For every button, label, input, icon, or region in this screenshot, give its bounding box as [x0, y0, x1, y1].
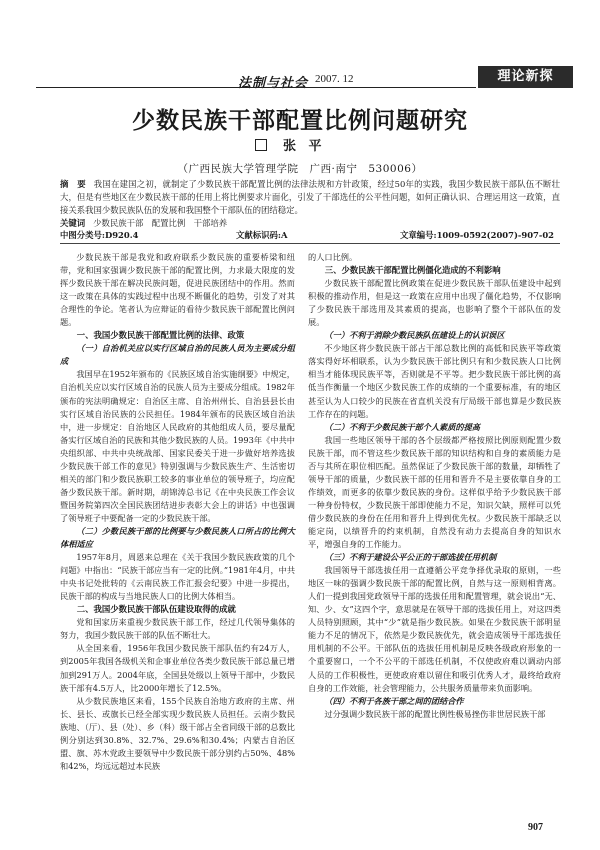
section-heading: 一、我国少数民族干部配置比例的法律、政策 [76, 330, 245, 341]
article-id: 文章编号:1009-0592(2007)-907-02 [400, 230, 555, 240]
subsection-heading: （四）不利于各族干部之间的团结合作 [324, 695, 464, 706]
subsection-heading: （二）少数民族干部的比例要与少数民族人口所占的比例大体相适应 [60, 525, 295, 550]
subsection-heading: （二）不利于少数民族干部个人素质的提高 [324, 421, 480, 432]
body-paragraph: 不少地区将少数民族干部占干部总数比例的高低和民族平等政策落实得好坏相联系，认为少数民族干部比例只有和少数民族人口比例相当才能体现民族平等，否则就是不平等。把少数民族干部比例的高低当作衡量一个地区少数民族工作的成绩的一个重要标准，有的地区甚至认为人口较少的民族在省直机关没有厅局级干部也算是少数民族工作存在的问题。 [308, 343, 561, 419]
author-name: 张 平 [283, 139, 326, 154]
page-number: 907 [528, 822, 543, 833]
body-paragraph: 党和国家历来重视少数民族干部工作，经过几代领导集体的努力，我国少数民族干部的队伍不断壮大。 [60, 617, 295, 641]
left-column [60, 251, 295, 773]
author-affiliation: （广西民族大学管理学院 广西·南宁 530006） [177, 163, 423, 175]
subsection-heading: （一）不利于消除少数民族队伍建设上的认识误区 [324, 330, 505, 341]
issue-date: 2007. 12 [315, 73, 354, 85]
section-heading: 二、我国少数民族干部队伍建设取得的成就 [76, 604, 236, 615]
abstract-rule [60, 243, 560, 244]
body-paragraph: 我国早在1952年颁布的《民族区域自治实施纲要》中规定，自治机关应以实行区域自治的民族人员为主要成分组成。1982年颁布的宪法明确规定：自治区主席、自治州州长、自治县县长由实行区域自治民族的公民担任。1984年颁布的民族区域自治法中，进一步规定：自治地区人民政府的其他组成人员，要尽量配备实行区域自治的民族和其他少数民族的人员。1993年《中共中央组织部、中共中央统战部、国家民委关于进一步做好培养选拔少数民族干部工作的意见》特别强调与少数民族生产、生活密切相关的部门和少数民族职工较多的事业单位的领导班子，均应配备少数民族干部。新时期，胡锦涛总书记《在中央民族工作会议暨国务院第四次全国民族团结进步表彰大会上的讲话》中也强调了领导班子中要配备一定的少数民族干部。 [60, 369, 295, 523]
subsection-heading: （三）不利于建设公平公正的干部选拔任用机制 [324, 552, 497, 563]
clc-number: 中图分类号:D920.4 [60, 230, 139, 240]
keywords-text: 少数民族干部 配置比例 干部培养 [93, 218, 228, 228]
body-paragraph: 过分强调少数民族干部的配置比例性极易挫伤非世居民族干部 [324, 708, 546, 719]
body-paragraph: 从全国来看，1956年我国少数民族干部队伍约有24万人，到2005年我国各级机关和企事业单位各类少数民族干部总量已增加到291万人。2004年底，全国县处级以上领导干部中，少数民族干部有4.5万人，比2000年增长了12.5%。 [60, 643, 295, 693]
body-paragraph: 从少数民族地区来看，155个民族自治地方政府的主席、州长、县长、或旗长已经全部实现少数民族人员担任。云南少数民族地、（厅）、县（处）、乡（科）级干部占全省同级干部的总数比例分别达到30.8%、32.7%、29.6%和30.4%；内蒙古自治区盟、旗、苏木党政主要领导中少数民族干部分别约占50%、48%和42%，均远远超过本民族 [60, 695, 295, 771]
article-title: 少数民族干部配置比例问题研究 [132, 107, 468, 134]
body-paragraph: 的人口比例。 [308, 252, 358, 262]
abstract-label: 摘 要 [60, 179, 86, 189]
body-paragraph: 我国一些地区领导干部的各个层级都严格按照比例原则配置少数民族干部，而不管这些少数民族干部的知识结构和自身的素质能力是否与其所在职位相匹配。虽然保证了少数民族干部的数量，却牺牲了领导干部的质量，少数民族干部的任用和晋升不是主要依靠自身的工作绩效，而更多的依靠少数民族的身份。这样似乎给予少数民族干部一种身份特权，少数民族干部即使能力不足，知识欠缺，照样可以凭借少数民族的身份在任用和晋升上得到优先权。少数民族干部缺乏以能定岗，以绩晋升的约束机制，自然没有动力去提高自身的知识水平，增强自身的工作能力。 [308, 434, 561, 550]
section-tag: 理论新探 [478, 66, 573, 88]
body-paragraph: 1957年8月，周恩来总理在《关于我国少数民族政策的几个问题》中指出：“民族干部应当有一定的比例。”1981年4月，中共中央书记处批转的《云南民族工作汇报会纪要》中进一步提出，民族干部的构成与当地民族人口的比例大体相当。 [60, 552, 296, 602]
body-paragraph: 我国领导干部选拔任用一直遵循公平竞争择优录取的原则，一些地区一味的强调少数民族干部的配置比例，自然与这一原则相背离。人们一提到我国党政领导干部的选拔任用和配置管理，就会说出“无、知、少、女”这四个字，意思就是在领导干部的选拔任用上，对这四类人员特别照顾，其中“少”就是指少数民族。如果在少数民族干部明显能力不足的情况下，依然是少数民族优先，就会造成领导干部选拔任用机制的不公平。干部队伍的选拔任用机制是反映各级政府形象的一个重要窗口，一个不公平的干部选任机制，不仅使政府难以调动内部人员的工作积极性，更使政府难以留住和吸引优秀人才，最终给政府自身的工作效能，社会管理能力，公共服务质量带来负面影响。 [308, 565, 561, 693]
journal-name: 法制与社会 [238, 76, 309, 91]
abstract-text: 我国在建国之初，就制定了少数民族干部配置比例的法律法规和方针政策，经过50年的实践，我国少数民族干部队伍不断壮大，但是有些地区在少数民族干部的任用上将比例要求片面化，引发了干部选任的公平性问题，如何正确认识、合理运用这一政策，直接关系我国少数民族队伍的发展和我国整个干部队伍的团结稳定。 [60, 179, 561, 215]
subsection-heading: （一）自治机关应以实行区域自治的民族人员为主要成分组成 [60, 343, 295, 367]
body-paragraph: 少数民族干部是我党和政府联系少数民族的重要桥梁和纽带，党和国家强调少数民族干部的配置比例，力求最大限度的发挥少数民族干部在解决民族问题，促进民族团结中的作用。然而这一政策在具体的实践过程中出现不断僵化的趋势，引发了对其合理性的争论。笔者认为应辩证的看待少数民族干部配置比例问题。 [60, 252, 295, 328]
section-heading: 三、少数民族干部配置比例僵化造成的不利影响 [324, 265, 501, 276]
abstract [60, 178, 560, 217]
body-paragraph: 少数民族干部配置比例政策在促进少数民族干部队伍建设中起到积极的推动作用，但是这一政策在应用中出现了僵化趋势，不仅影响了少数民族干部选用及其素质的提高，也影响了整个干部队伍的发展。 [308, 278, 561, 328]
right-column [308, 251, 561, 721]
keywords-label: 关键词 [60, 218, 86, 228]
header-rule [36, 87, 476, 88]
doc-code: 文献标识码:A [236, 230, 288, 240]
author-marker-box [255, 139, 267, 151]
